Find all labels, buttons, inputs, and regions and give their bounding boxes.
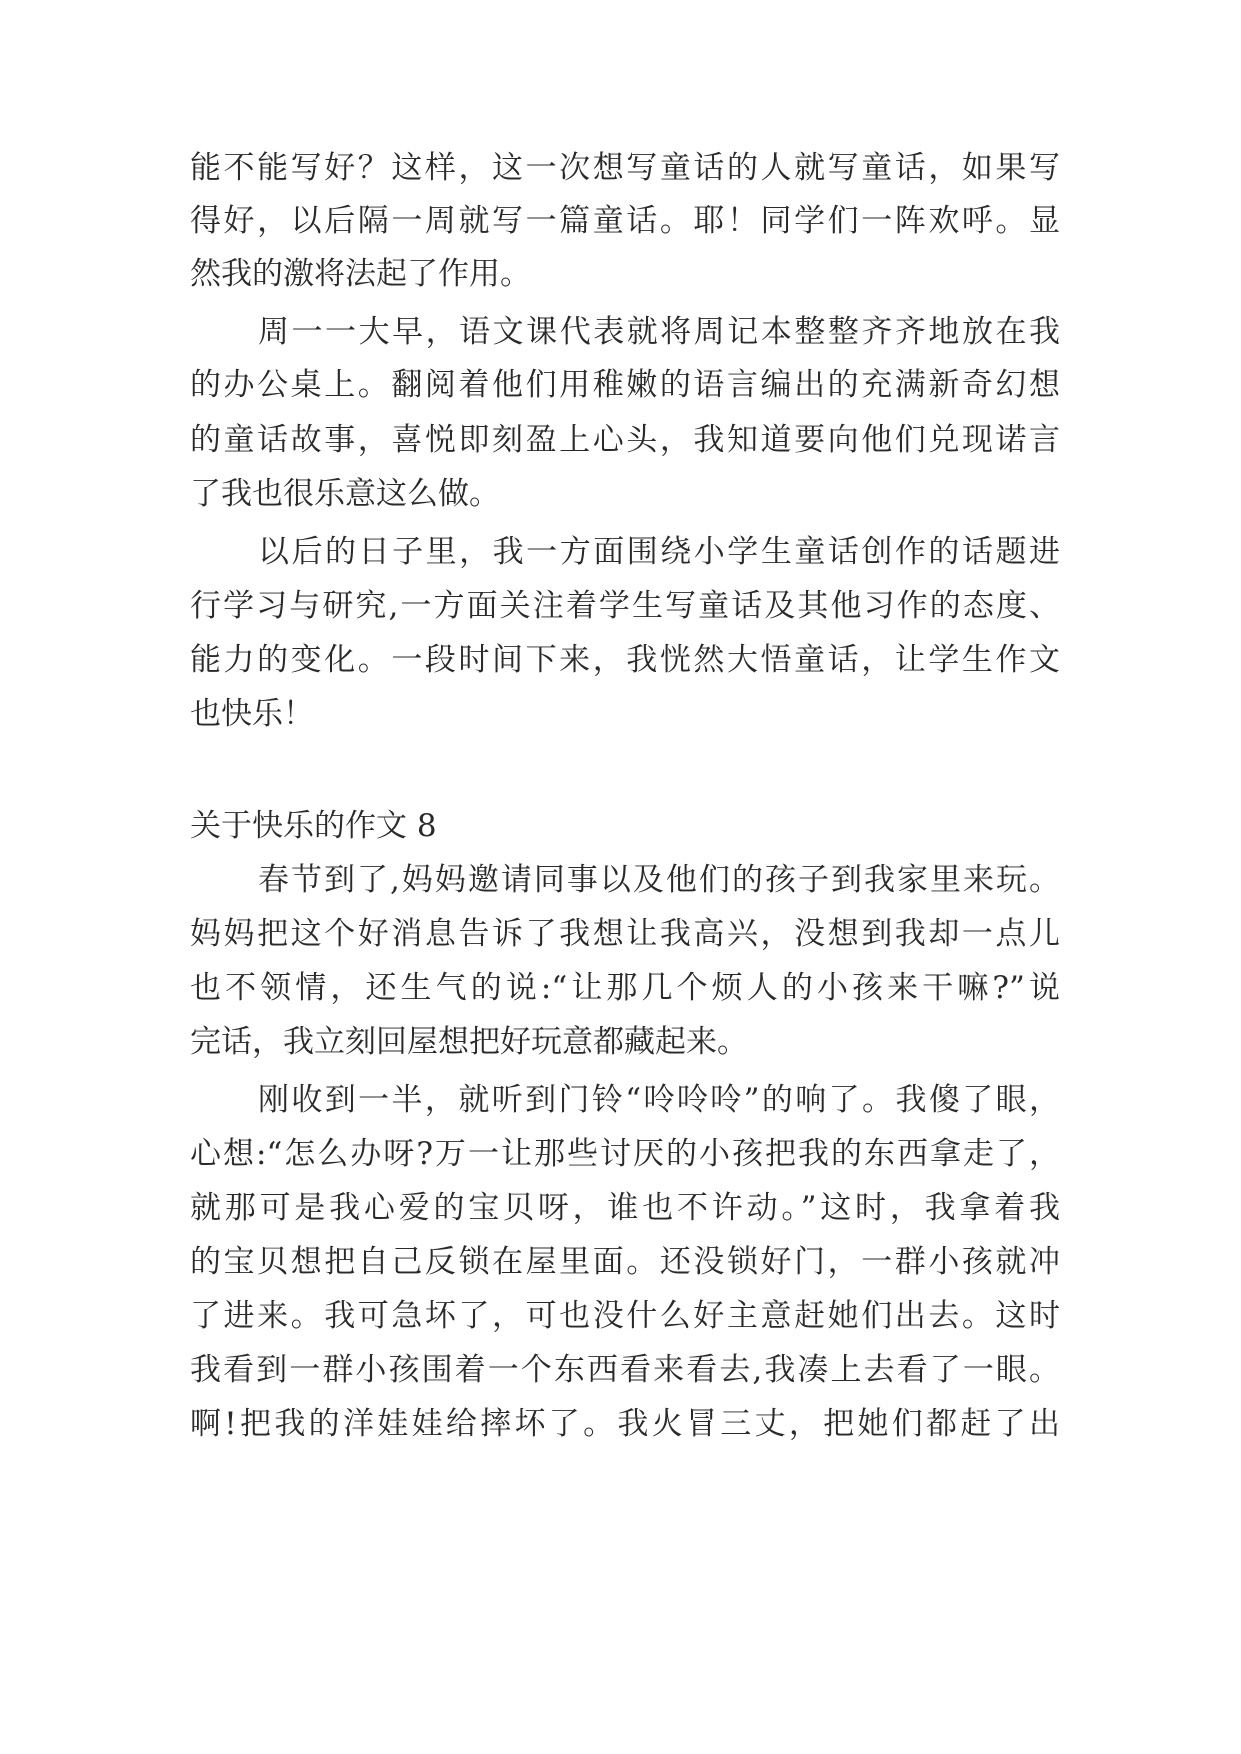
paragraph-5-line-3: 就那可是我心爱的宝贝呀，谁也不许动。”这时，我拿着我 <box>190 1190 1060 1226</box>
paragraph-3-line-2: 行学习与研究,一方面关注着学生写童话及其他习作的态度、 <box>190 588 1060 624</box>
paragraph-4-line-2: 妈妈把这个好消息告诉了我想让我高兴，没想到我却一点儿 <box>190 916 1060 952</box>
paragraph-2-line-4: 了我也很乐意这么做。 <box>190 476 500 512</box>
paragraph-5-line-5: 了进来。我可急坏了，可也没什么好主意赶她们出去。这时 <box>190 1298 1060 1334</box>
section-heading: 关于快乐的作文 8 <box>190 808 437 844</box>
paragraph-2-line-3: 的童话故事，喜悦即刻盈上心头，我知道要向他们兑现诺言 <box>190 422 1060 458</box>
paragraph-4-line-3: 也不领情，还生气的说:“让那几个烦人的小孩来干嘛?”说 <box>190 970 1060 1006</box>
paragraph-5-line-4: 的宝贝想把自己反锁在屋里面。还没锁好门，一群小孩就冲 <box>190 1244 1060 1280</box>
paragraph-3-line-1: 以后的日子里，我一方面围绕小学生童话创作的话题进 <box>258 534 1060 570</box>
paragraph-5-line-2: 心想:“怎么办呀?万一让那些讨厌的小孩把我的东西拿走了， <box>190 1136 1060 1172</box>
paragraph-1-line-3: 然我的激将法起了作用。 <box>190 256 531 292</box>
paragraph-3-line-3: 能力的变化。一段时间下来，我恍然大悟童话，让学生作文 <box>190 642 1060 678</box>
paragraph-3-line-4: 也快乐！ <box>190 696 314 732</box>
paragraph-2-line-1: 周一一大早，语文课代表就将周记本整整齐齐地放在我 <box>258 314 1060 350</box>
paragraph-5-line-1: 刚收到一半，就听到门铃“呤呤呤”的响了。我傻了眼， <box>258 1082 1060 1118</box>
paragraph-5-line-7: 啊!把我的洋娃娃给摔坏了。我火冒三丈，把她们都赶了出 <box>190 1406 1060 1442</box>
paragraph-2-line-2: 的办公桌上。翻阅着他们用稚嫩的语言编出的充满新奇幻想 <box>190 367 1060 403</box>
paragraph-4-line-4: 完话，我立刻回屋想把好玩意都藏起来。 <box>190 1024 748 1060</box>
paragraph-1-line-2: 得好，以后隔一周就写一篇童话。耶！同学们一阵欢呼。显 <box>190 203 1060 239</box>
paragraph-4-line-1: 春节到了,妈妈邀请同事以及他们的孩子到我家里来玩。 <box>258 862 1060 898</box>
paragraph-1-line-1: 能不能写好？这样，这一次想写童话的人就写童话，如果写 <box>190 150 1060 186</box>
paragraph-5-line-6: 我看到一群小孩围着一个东西看来看去,我凑上去看了一眼。 <box>190 1352 1060 1388</box>
